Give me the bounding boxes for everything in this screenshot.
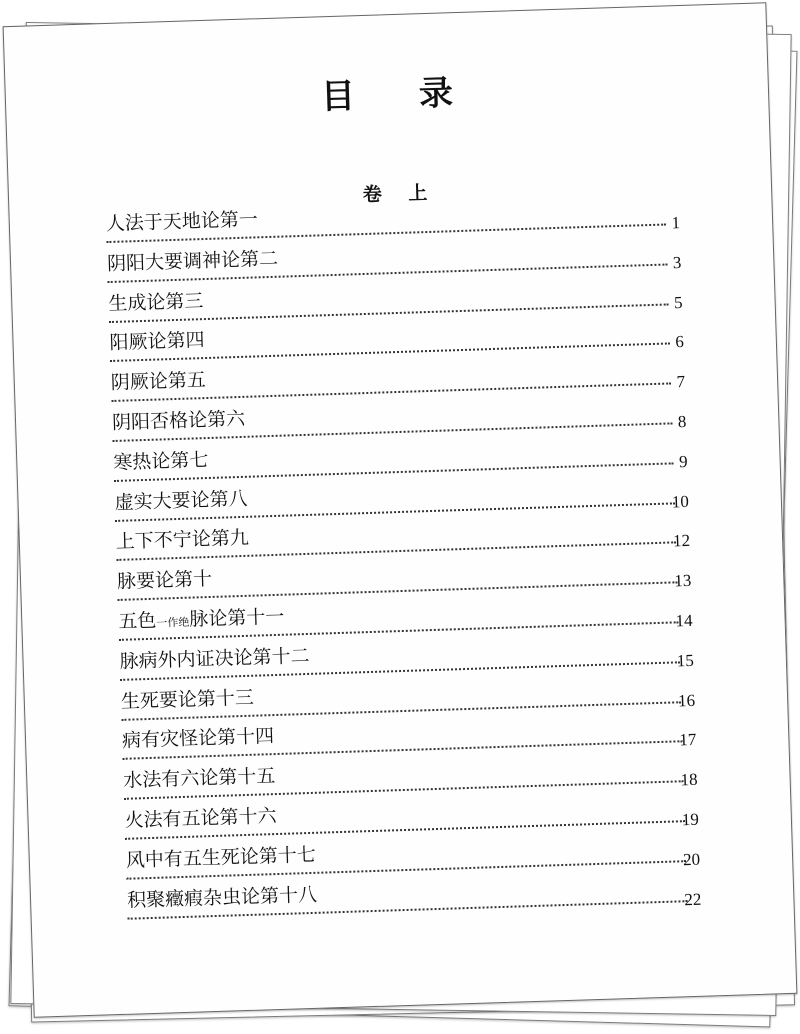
toc-entry-title-main: 五色: [118, 609, 157, 633]
toc-entry-page: 6: [675, 332, 685, 352]
volume-heading: 卷 上: [362, 181, 438, 207]
toc-entry-page: 7: [676, 372, 686, 392]
toc-entry-page: 22: [684, 889, 702, 909]
toc-entry-page: 5: [673, 292, 683, 312]
toc-entry-title: 人法于天地论第一: [105, 204, 260, 236]
toc-entry-title: 脉病外内证决论第十二: [119, 641, 312, 674]
table-of-contents: [105, 192, 702, 926]
toc-entry-title: 寒热论第七: [113, 445, 211, 475]
toc-entry-page: 10: [671, 491, 690, 512]
toc-entry-title: 生死要论第十三: [120, 682, 256, 713]
toc-entry-title: [118, 602, 287, 634]
toc-entry-page: 8: [677, 411, 687, 432]
toc-entry-title-rest: 脉论第十一: [189, 605, 285, 631]
toc-entry-title: 虚实大要论第八: [114, 483, 250, 514]
toc-entry-title: 阴厥论第五: [110, 365, 208, 395]
toc-entry-page: 15: [676, 650, 695, 671]
toc-entry-title: 阳厥论第四: [109, 325, 207, 355]
toc-entry-title: 阴阳大要调神论第二: [107, 243, 281, 275]
toc-entry-title: 生成论第三: [108, 286, 206, 316]
toc-entry-page: 16: [677, 690, 696, 710]
toc-entry-page: 9: [678, 451, 688, 471]
toc-entry-title: 脉要论第十: [117, 564, 215, 594]
toc-entry-title: 病有灾怪论第十四: [122, 721, 277, 753]
toc-entry-page: 13: [674, 571, 692, 591]
toc-entry-page: 1: [671, 213, 681, 233]
page-title: 目 录: [320, 72, 480, 118]
toc-entry-page: 18: [680, 769, 698, 790]
toc-entry-page: 20: [682, 849, 701, 870]
toc-entry-page: 19: [681, 809, 700, 830]
toc-entry-title: 水法有六论第十五: [123, 761, 278, 793]
toc-entry-variant-note: 一作绝: [156, 615, 190, 630]
toc-entry-title: 火法有五论第十六: [124, 801, 279, 833]
toc-entry-page: 14: [675, 610, 693, 631]
toc-entry-page: 17: [679, 730, 697, 750]
toc-entry-page: 3: [672, 252, 682, 273]
toc-entry-page: 12: [672, 531, 691, 551]
toc-entry-title: 上下不宁论第九: [115, 523, 251, 554]
contents-page: [3, 2, 798, 1018]
toc-entry-title: 风中有五生死论第十七: [125, 840, 318, 873]
toc-entry-title: 阴阳否格论第六: [112, 404, 248, 435]
toc-entry-title: 积聚癥瘕杂虫论第十八: [127, 879, 320, 912]
